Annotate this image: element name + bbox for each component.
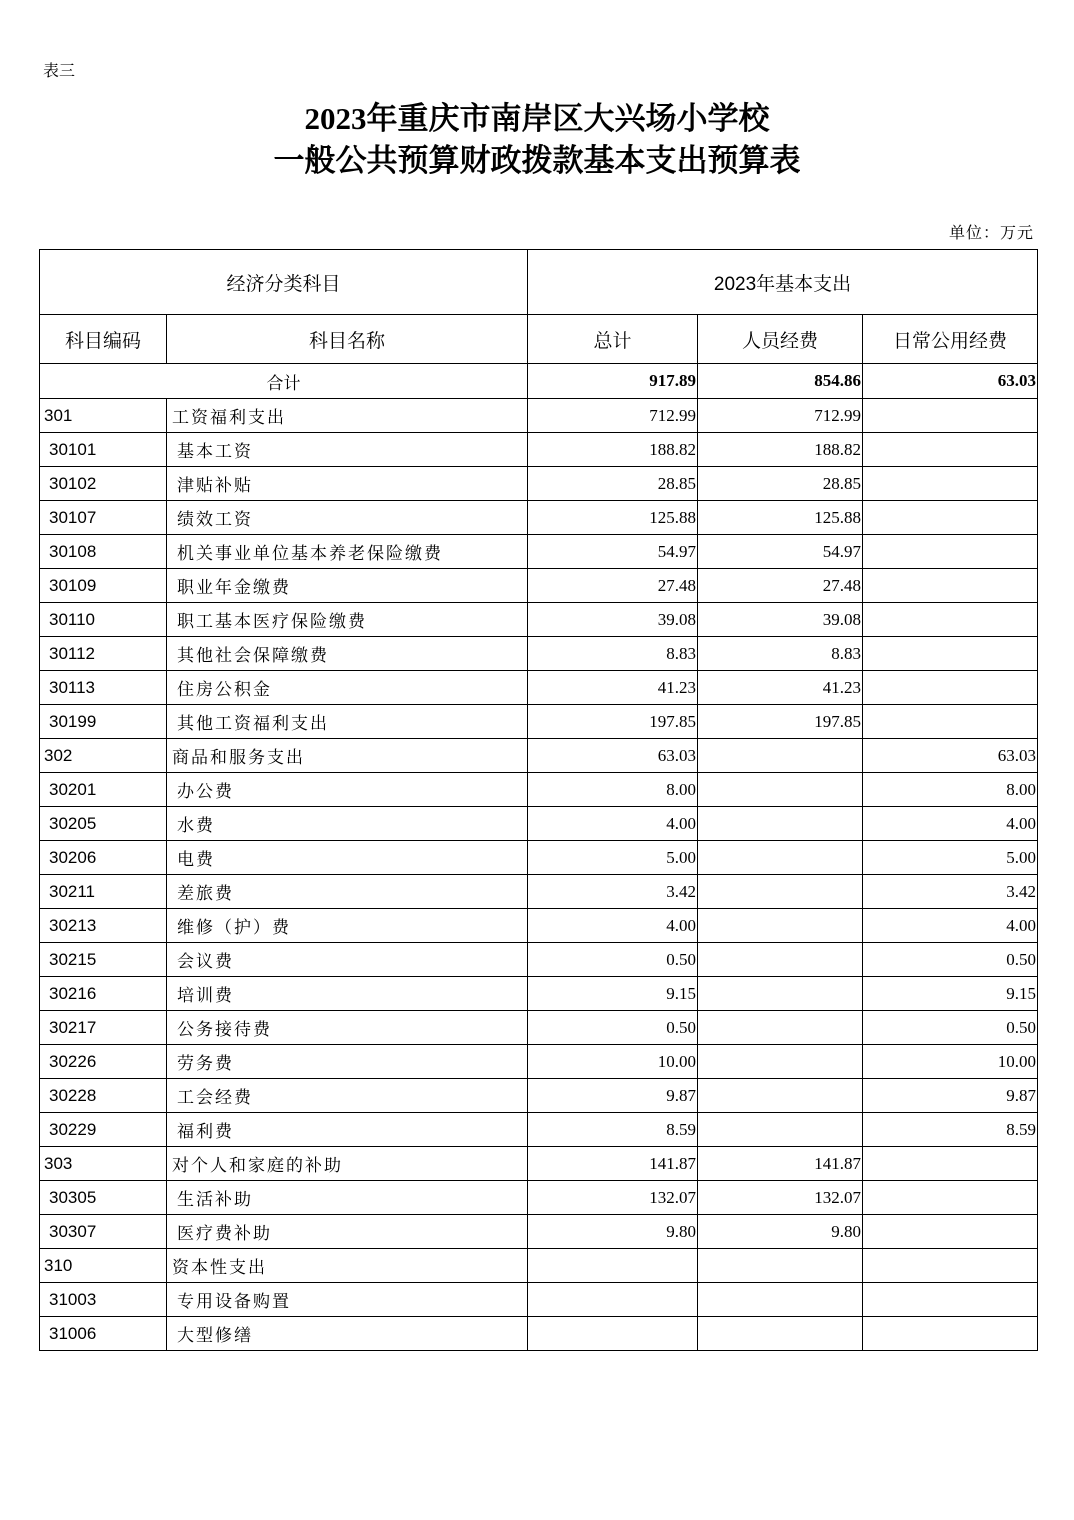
row-total: 5.00 [528,841,698,875]
row-name: 劳务费 [167,1045,528,1079]
row-total: 27.48 [528,569,698,603]
row-personnel [698,773,863,807]
table-row [40,637,1038,671]
table-row [40,1317,1038,1351]
row-total: 41.23 [528,671,698,705]
row-public: 8.00 [863,773,1038,807]
row-code: 30229 [40,1113,167,1147]
row-public [863,569,1038,603]
row-code: 30107 [40,501,167,535]
table-row [40,1113,1038,1147]
table-row [40,841,1038,875]
row-name: 基本工资 [167,433,528,467]
row-public [863,433,1038,467]
row-total: 132.07 [528,1181,698,1215]
row-name: 维修（护）费 [167,909,528,943]
row-public [863,705,1038,739]
row-personnel [698,943,863,977]
row-name: 差旅费 [167,875,528,909]
table-row [40,1011,1038,1045]
table-row [40,875,1038,909]
row-total [528,1283,698,1317]
row-total: 28.85 [528,467,698,501]
total-row [40,364,1038,399]
row-code: 31006 [40,1317,167,1351]
row-name: 福利费 [167,1113,528,1147]
row-name: 工资福利支出 [167,399,528,433]
row-code: 30110 [40,603,167,637]
table-row [40,1283,1038,1317]
row-personnel: 125.88 [698,501,863,535]
page-title: 2023年重庆市南岸区大兴场小学校 [304,101,770,136]
row-code: 30205 [40,807,167,841]
row-code: 30201 [40,773,167,807]
row-name: 公务接待费 [167,1011,528,1045]
row-name: 水费 [167,807,528,841]
row-personnel [698,841,863,875]
budget-table [39,249,1038,1351]
row-total: 8.00 [528,773,698,807]
row-personnel [698,1249,863,1283]
table-label: 表三 [43,63,76,80]
row-total: 4.00 [528,807,698,841]
row-total: 10.00 [528,1045,698,1079]
row-public: 9.15 [863,977,1038,1011]
table-row [40,1045,1038,1079]
row-personnel [698,807,863,841]
row-personnel [698,1079,863,1113]
table-row [40,569,1038,603]
row-public [863,1283,1038,1317]
row-code: 31003 [40,1283,167,1317]
row-total: 8.59 [528,1113,698,1147]
row-total: 712.99 [528,399,698,433]
row-public: 63.03 [863,739,1038,773]
row-personnel: 188.82 [698,433,863,467]
row-personnel [698,1113,863,1147]
row-code: 30305 [40,1181,167,1215]
header-public: 日常公用经费 [863,315,1038,364]
row-code: 30102 [40,467,167,501]
table-row [40,1249,1038,1283]
row-name: 商品和服务支出 [167,739,528,773]
row-personnel: 27.48 [698,569,863,603]
row-public: 3.42 [863,875,1038,909]
row-code: 30216 [40,977,167,1011]
row-personnel: 8.83 [698,637,863,671]
row-personnel: 197.85 [698,705,863,739]
table-row [40,535,1038,569]
row-name: 会议费 [167,943,528,977]
row-total: 125.88 [528,501,698,535]
row-code: 310 [40,1249,167,1283]
row-public [863,1249,1038,1283]
row-personnel: 9.80 [698,1215,863,1249]
table-row [40,705,1038,739]
table-row [40,1215,1038,1249]
table-row [40,739,1038,773]
row-total: 9.15 [528,977,698,1011]
row-name: 办公费 [167,773,528,807]
row-total: 141.87 [528,1147,698,1181]
row-public: 0.50 [863,1011,1038,1045]
row-total: 63.03 [528,739,698,773]
row-total: 0.50 [528,943,698,977]
row-name: 电费 [167,841,528,875]
row-total: 4.00 [528,909,698,943]
row-name: 工会经费 [167,1079,528,1113]
row-code: 303 [40,1147,167,1181]
row-personnel [698,1317,863,1351]
row-total: 3.42 [528,875,698,909]
row-total: 39.08 [528,603,698,637]
row-personnel [698,977,863,1011]
row-personnel: 54.97 [698,535,863,569]
row-name: 对个人和家庭的补助 [167,1147,528,1181]
row-code: 30112 [40,637,167,671]
row-name: 其他工资福利支出 [167,705,528,739]
table-row [40,603,1038,637]
table-row [40,467,1038,501]
row-code: 30215 [40,943,167,977]
row-personnel: 132.07 [698,1181,863,1215]
row-personnel [698,1011,863,1045]
row-total: 8.83 [528,637,698,671]
row-public: 9.87 [863,1079,1038,1113]
row-code: 301 [40,399,167,433]
row-personnel: 28.85 [698,467,863,501]
table-row [40,977,1038,1011]
row-name: 资本性支出 [167,1249,528,1283]
row-public: 4.00 [863,909,1038,943]
row-total [528,1249,698,1283]
header-personnel: 人员经费 [698,315,863,364]
row-personnel [698,909,863,943]
row-public: 10.00 [863,1045,1038,1079]
row-code: 30213 [40,909,167,943]
row-code: 30307 [40,1215,167,1249]
row-total: 9.87 [528,1079,698,1113]
table-row [40,943,1038,977]
header-code: 科目编码 [40,315,167,364]
row-name: 职业年金缴费 [167,569,528,603]
header-econ-class: 经济分类科目 [40,250,528,315]
table-row [40,399,1038,433]
row-code: 30108 [40,535,167,569]
row-name: 医疗费补助 [167,1215,528,1249]
row-public [863,501,1038,535]
table-row [40,909,1038,943]
unit-label: 单位：万元 [948,225,1034,242]
row-public [863,1215,1038,1249]
row-total [528,1317,698,1351]
row-total: 54.97 [528,535,698,569]
row-name: 住房公积金 [167,671,528,705]
row-personnel: 141.87 [698,1147,863,1181]
table-row [40,1079,1038,1113]
row-public: 4.00 [863,807,1038,841]
row-personnel [698,1045,863,1079]
table-row [40,501,1038,535]
total-personnel: 854.86 [698,364,863,399]
row-name: 机关事业单位基本养老保险缴费 [167,535,528,569]
row-public: 8.59 [863,1113,1038,1147]
row-public [863,1181,1038,1215]
row-name: 津贴补贴 [167,467,528,501]
row-total: 9.80 [528,1215,698,1249]
row-code: 30226 [40,1045,167,1079]
row-public [863,399,1038,433]
row-code: 30199 [40,705,167,739]
row-code: 30217 [40,1011,167,1045]
row-code: 30109 [40,569,167,603]
row-personnel [698,875,863,909]
row-public [863,1147,1038,1181]
row-code: 30101 [40,433,167,467]
page-subtitle: 一般公共预算财政拨款基本支出预算表 [273,143,801,178]
row-personnel [698,1283,863,1317]
row-code: 30228 [40,1079,167,1113]
table-row [40,807,1038,841]
header-name: 科目名称 [167,315,528,364]
table-row [40,1181,1038,1215]
row-total: 188.82 [528,433,698,467]
total-label: 合计 [40,364,528,399]
row-public: 0.50 [863,943,1038,977]
row-personnel: 712.99 [698,399,863,433]
row-total: 0.50 [528,1011,698,1045]
row-name: 其他社会保障缴费 [167,637,528,671]
table-row [40,773,1038,807]
table-row [40,671,1038,705]
total-public: 63.03 [863,364,1038,399]
table-row [40,1147,1038,1181]
row-code: 30206 [40,841,167,875]
row-public [863,1317,1038,1351]
header-basic-expense: 2023年基本支出 [528,250,1038,315]
row-public [863,637,1038,671]
row-code: 30113 [40,671,167,705]
row-name: 职工基本医疗保险缴费 [167,603,528,637]
row-code: 30211 [40,875,167,909]
table-row [40,433,1038,467]
header-total: 总计 [528,315,698,364]
row-public [863,671,1038,705]
row-public [863,603,1038,637]
row-code: 302 [40,739,167,773]
row-name: 大型修缮 [167,1317,528,1351]
row-personnel [698,739,863,773]
row-public [863,535,1038,569]
row-personnel: 39.08 [698,603,863,637]
row-total: 197.85 [528,705,698,739]
total-total: 917.89 [528,364,698,399]
row-name: 绩效工资 [167,501,528,535]
row-name: 专用设备购置 [167,1283,528,1317]
row-public [863,467,1038,501]
row-public: 5.00 [863,841,1038,875]
row-name: 生活补助 [167,1181,528,1215]
row-personnel: 41.23 [698,671,863,705]
row-name: 培训费 [167,977,528,1011]
